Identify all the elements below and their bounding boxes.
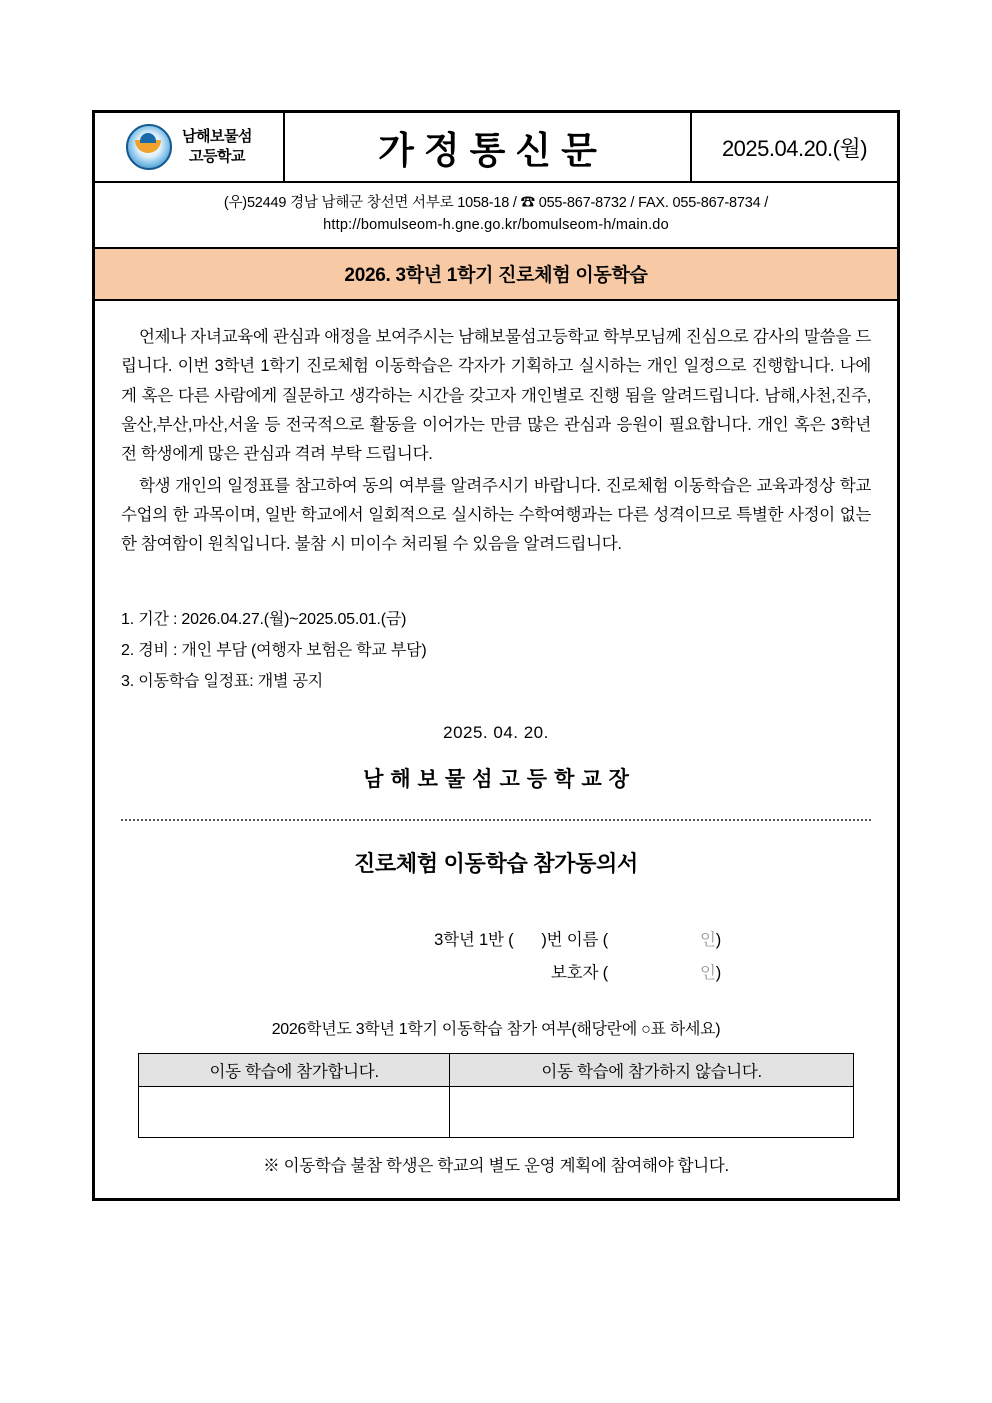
consent-form-title: 진로체험 이동학습 참가동의서 [353, 851, 638, 877]
student-line-mid: )번 이름 ( [541, 931, 608, 950]
body-paragraph-1: 언제나 자녀교육에 관심과 애정을 보여주시는 남해보물섬고등학교 학부모님께 진심으로 감사의 말씀을 드립니다. 이번 3학년 1학기 진로체험 이동학습은 각자가 기획하고 실시하는 개인 일정으로 진행합니다. 나에게 혹은 다른 사람에게 질문하고 생각하는 시간을 갖고자 개인별로 진행 됨을 알려드립니다. 남해,사천,진주,울산,부산,마산,서울 등 전국적으로 활동을 이어가는 만큼 많은 관심과 응원이 필요합니다. 개인 혹은 3학년 전 학생에게 많은 관심과 격려 부탁 드립니다. [121, 327, 871, 464]
subject-banner: 2026. 3학년 1학기 진로체험 이동학습 [95, 249, 897, 301]
school-name-line1: 남해보물섬 [182, 127, 252, 145]
contact-website-line: http://bomulseom-h.gne.go.kr/bomulseom-h/main.do [323, 217, 669, 234]
student-name-line [121, 924, 721, 957]
student-line-suffix: ) [715, 931, 721, 950]
document-title-text: 가정통신문 [378, 130, 607, 171]
signature-authority: 남해보물섬고등학교장 [363, 768, 636, 792]
consent-identity-fields [121, 924, 871, 990]
school-identity [95, 113, 285, 181]
table-header-row [139, 1054, 854, 1087]
signature-date: 2025. 04. 20. [443, 723, 549, 743]
guardian-line-prefix: 보호자 ( [551, 964, 608, 983]
cell-attend-mark[interactable] [139, 1087, 450, 1138]
list-item: 3. 이동학습 일정표: 개별 공지 [121, 673, 323, 691]
participation-choice-table [138, 1053, 854, 1138]
column-header-not-attend: 이동 학습에 참가하지 않습니다. [450, 1054, 854, 1087]
notice-document [92, 110, 900, 1201]
cell-not-attend-mark[interactable] [450, 1087, 854, 1138]
body-paragraph-2: 학생 개인의 일정표를 참고하여 동의 여부를 알려주시기 바랍니다. 진로체험 이동학습은 교육과정상 학교 수업의 한 과목이며, 일반 학교에서 일회적으로 실시하는 수학여행과는 다른 성격이므로 특별한 사정이 없는 한 참여함이 원칙입니다. 불참 시 미이수 처리될 수 있음을 알려드립니다. [121, 476, 871, 554]
table-row [139, 1087, 854, 1138]
document-title [285, 113, 692, 181]
school-name-line2: 고등학교 [189, 148, 245, 165]
participation-instruction: 2026학년도 3학년 1학기 이동학습 참가 여부(해당란에 ○표 하세요) [271, 1021, 721, 1039]
school-name [182, 127, 252, 168]
student-line-prefix: 3학년 1반 ( [434, 931, 514, 950]
document-masthead [95, 113, 897, 183]
guardian-name-line [121, 957, 721, 990]
list-item: 1. 기간 : 2026.04.27.(월)~2025.05.01.(금) [121, 610, 407, 628]
details-list [121, 604, 871, 698]
document-body [95, 301, 897, 1198]
contact-address-line: (우)52449 경남 남해군 창선면 서부로 1058-18 / ☎ 055-867-8732 / FAX. 055-867-8734 / [223, 195, 769, 211]
guardian-seal-mark: 인 [699, 964, 716, 983]
school-emblem-icon [126, 124, 172, 170]
school-contact-block [95, 183, 897, 249]
student-seal-mark: 인 [699, 931, 716, 950]
guardian-line-suffix: ) [715, 964, 721, 983]
column-header-attend: 이동 학습에 참가합니다. [139, 1054, 450, 1087]
document-date: 2025.04.20.(월) [721, 135, 868, 161]
footnote-text: ※ 이동학습 불참 학생은 학교의 별도 운영 계획에 참여해야 합니다. [263, 1157, 729, 1176]
list-item: 2. 경비 : 개인 부담 (여행자 보험은 학교 부담) [121, 642, 427, 659]
